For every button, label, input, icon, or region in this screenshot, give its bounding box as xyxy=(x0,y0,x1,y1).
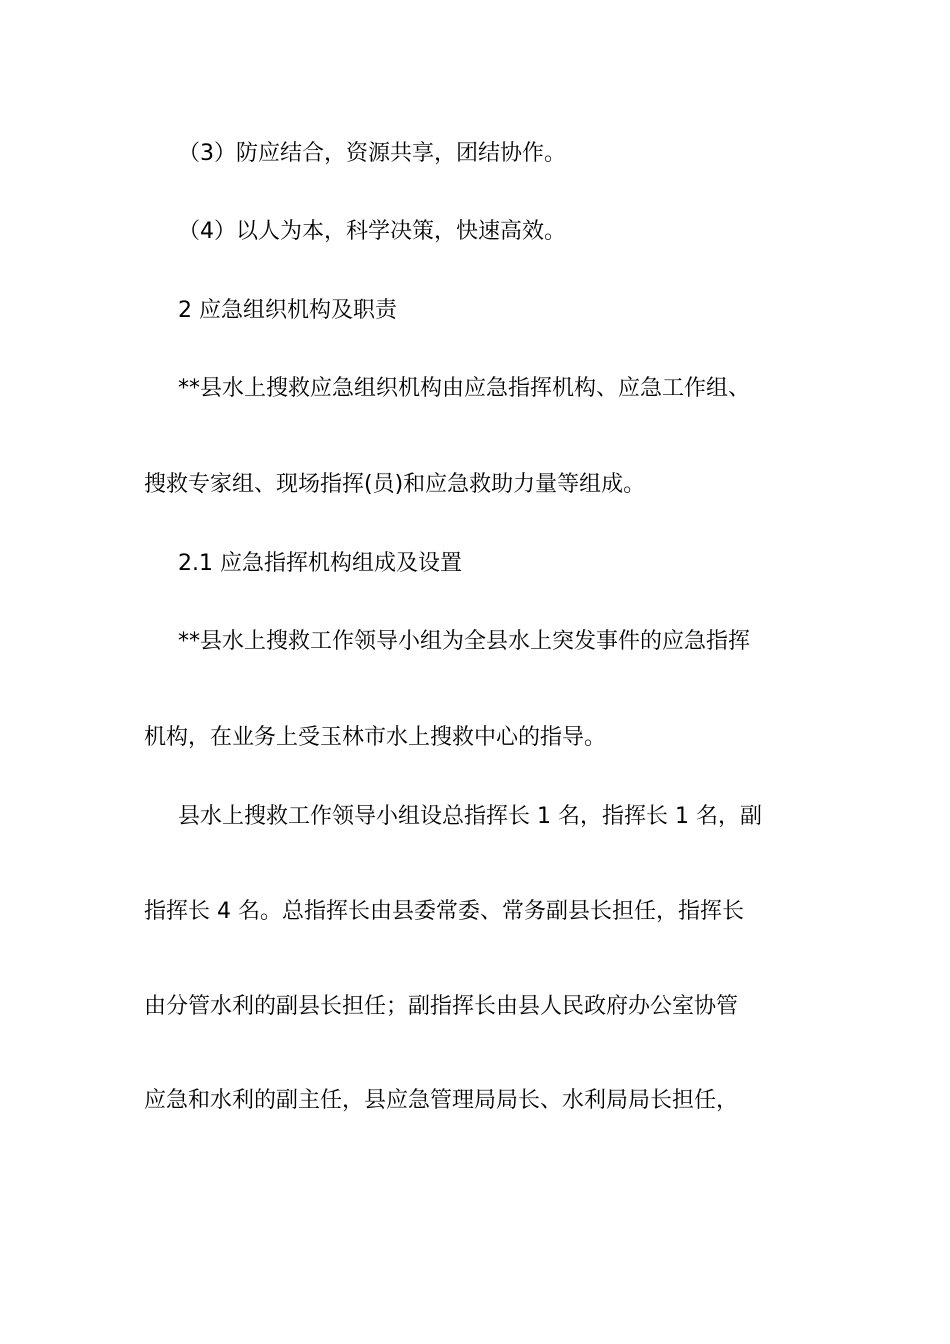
paragraph-line: **县水上搜救工作领导小组为全县水上突发事件的应急指挥 xyxy=(178,629,751,654)
principle-item-3: （3）防应结合，资源共享，团结协作。 xyxy=(178,141,566,166)
section-heading-2: 2 应急组织机构及职责 xyxy=(178,298,397,323)
paragraph-line: 由分管水利的副县长担任；副指挥长由县人民政府办公室协管 xyxy=(144,994,739,1019)
paragraph-line: 县水上搜救工作领导小组设总指挥长 1 名，指挥长 1 名，副 xyxy=(178,804,762,829)
paragraph-line: 指挥长 4 名。总指挥长由县委常委、常务副县长担任，指挥长 xyxy=(144,899,744,924)
paragraph-line: **县水上搜救应急组织机构由应急指挥机构、应急工作组、 xyxy=(178,376,751,401)
section-heading-2-1: 2.1 应急指挥机构组成及设置 xyxy=(178,551,462,576)
paragraph-line: 搜救专家组、现场指挥(员)和应急救助力量等组成。 xyxy=(144,472,646,497)
paragraph-line: 应急和水利的副主任，县应急管理局局长、水利局局长担任， xyxy=(144,1088,739,1113)
paragraph-line: 机构，在业务上受玉林市水上搜救中心的指导。 xyxy=(144,725,607,750)
principle-item-4: （4）以人为本，科学决策，快速高效。 xyxy=(178,219,566,244)
